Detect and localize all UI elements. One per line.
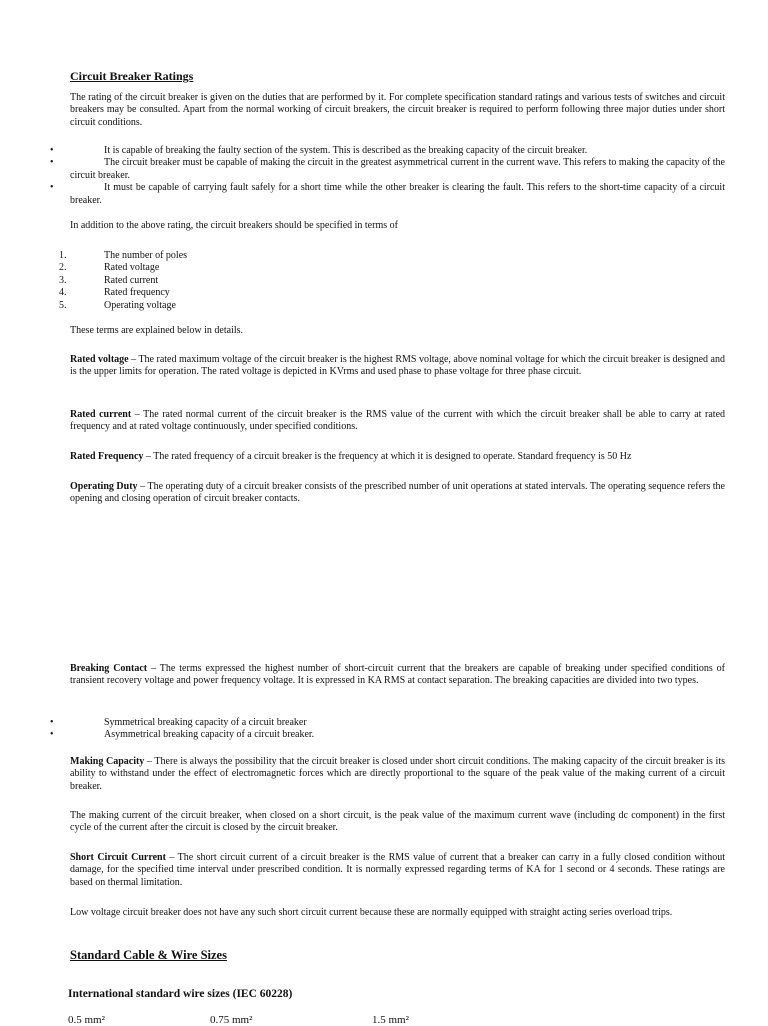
item-number: 2.	[59, 262, 67, 274]
wire-size: 1.5 mm²	[372, 1014, 409, 1026]
duties-list	[0, 145, 725, 207]
section-heading: Standard Cable & Wire Sizes	[70, 948, 227, 962]
bullet-icon: •	[50, 729, 54, 741]
making-current-paragraph: The making current of the circuit breaker, when closed on a short circuit, is the peak value of the maximum current wave (including dc component) in the first cycle of the current after the circuit is closed by the circuit breaker.	[70, 810, 725, 834]
item-number: 1.	[59, 250, 67, 261]
wire-size: 0.75 mm²	[210, 1014, 253, 1026]
section-subheading: International standard wire sizes (IEC 60228)	[68, 988, 293, 1000]
bullet-icon: •	[50, 717, 54, 728]
list-item	[0, 717, 725, 729]
rated-frequency-paragraph: Rated Frequency – The rated frequency of a circuit breaker is the frequency at which it is designed to operate. Standard frequency is 50 Hz	[70, 451, 632, 462]
bullet-icon: •	[50, 182, 54, 194]
term-label: Making Capacity	[70, 756, 145, 767]
item-text: Symmetrical breaking capacity of a circuit breaker	[104, 717, 307, 728]
term-definition: The rated frequency of a circuit breaker is the frequency at which it is designed to operate. Standard frequency is 50 Hz	[153, 451, 632, 462]
term-definition: The short circuit current of a circuit breaker is the RMS value of current that a breaker can carry in a fully closed condition without damage, for the specified time interval under prescribed condition. It is normally expressed regarding terms of KA for 1 second or 4 seconds. These ratings are based on thermal limitation.	[70, 852, 725, 888]
term-label: Short Circuit Current	[70, 852, 166, 863]
short-circuit-paragraph: Short Circuit Current – The short circuit current of a circuit breaker is the RMS value of current that a breaker can carry in a fully closed condition without damage, for the specified time interval under prescribed condition. It is normally expressed regarding terms of KA for 1 second or 4 seconds. These ratings are based on thermal limitation.	[70, 852, 725, 888]
list-item	[0, 145, 725, 157]
rated-voltage-paragraph: Rated voltage – The rated maximum voltage of the circuit breaker is the highest RMS voltage, above nominal voltage for which the circuit breaker is designed and is the upper limits for operation. The rated voltage is depicted in KVrms and used phase to phase voltage for three phase circuit.	[70, 354, 725, 378]
duty-text: It is capable of breaking the faulty section of the system. This is described as the breaking capacity of the circuit breaker.	[104, 145, 588, 156]
term-definition: The rated maximum voltage of the circuit breaker is the highest RMS voltage, above nominal voltage for which the circuit breaker is designed and is the upper limits for operation. The rated voltage is depicted in KVrms and used phase to phase voltage for three phase circuit.	[70, 354, 725, 378]
list-item	[0, 729, 725, 741]
term-label: Rated Frequency	[70, 451, 144, 462]
duty-text: It must be capable of carrying fault safely for a short time while the other breaker is clearing the fault. This refers to the short-time capacity of a circuit breaker.	[70, 182, 725, 206]
list-item	[0, 182, 725, 207]
term-label: Operating Duty	[70, 481, 138, 492]
term-label: Rated current	[70, 409, 132, 420]
item-text: Operating voltage	[104, 299, 176, 311]
term-definition: The rated normal current of the circuit breaker is the RMS value of the current with which the circuit breaker shall be able to carry at rated frequency and at rated voltage continuously, under specified conditions.	[70, 409, 726, 433]
list-item	[0, 157, 725, 182]
breaking-contact-paragraph: Breaking Contact – The terms expressed the highest number of short-circuit current that the breakers are capable of breaking under specified conditions of transient recovery voltage and power frequency voltage. It is expressed in KA RMS at contact separation. The breaking capacities are divided into two types.	[70, 663, 725, 687]
spec-intro: In addition to the above rating, the circuit breakers should be specified in terms of	[70, 220, 398, 231]
breaking-types-list	[0, 717, 725, 742]
rated-current-paragraph: Rated current – The rated normal current of the circuit breaker is the RMS value of the current with which the circuit breaker shall be able to carry at rated frequency and at rated voltage continuously, under specified conditions.	[70, 409, 726, 433]
item-text: The number of poles	[104, 250, 188, 261]
operating-duty-paragraph: Operating Duty – The operating duty of a circuit breaker consists of the prescribed number of unit operations at stated intervals. The operating sequence refers the opening and closing operation of circuit breaker contacts.	[70, 481, 725, 505]
wire-size: 0.5 mm²	[68, 1014, 105, 1026]
item-number: 4.	[59, 287, 67, 299]
item-text: Rated current	[104, 274, 159, 286]
item-text: Rated voltage	[104, 262, 160, 274]
bullet-icon: •	[50, 157, 54, 169]
low-voltage-paragraph: Low voltage circuit breaker does not have any such short circuit current because these are normally equipped with straight acting series overload trips.	[70, 907, 673, 918]
making-capacity-paragraph: Making Capacity – There is always the possibility that the circuit breaker is closed under short circuit conditions. The making capacity of the circuit breaker is its ability to withstand under the effect of electromagnetic forces which are directly proportional to the square of the peak value of the making current of a circuit breaker.	[70, 756, 726, 792]
term-definition: The operating duty of a circuit breaker consists of the prescribed number of unit operations at stated intervals. The operating sequence refers the opening and closing operation of circuit breaker contacts.	[70, 481, 725, 505]
term-definition: There is always the possibility that the circuit breaker is closed under short circuit conditions. The making capacity of the circuit breaker is its ability to withstand under the effect of electromagnetic forces which are directly proportional to the square of the peak value of the making current of a circuit breaker.	[70, 756, 726, 792]
term-definition: The terms expressed the highest number of short-circuit current that the breakers are capable of breaking under specified conditions of transient recovery voltage and power frequency voltage. It is expressed in KA RMS at contact separation. The breaking capacities are divided into two types.	[70, 663, 725, 687]
item-text: Asymmetrical breaking capacity of a circuit breaker.	[104, 729, 315, 741]
page-title: Circuit Breaker Ratings	[70, 69, 194, 83]
item-text: Rated frequency	[104, 287, 170, 299]
term-label: Breaking Contact	[70, 663, 148, 674]
duty-text: The circuit breaker must be capable of making the circuit in the greatest asymmetrical current in the current wave. This refers to making the capacity of the circuit breaker.	[70, 157, 725, 181]
item-number: 3.	[59, 274, 67, 286]
item-number: 5.	[59, 299, 67, 311]
intro-paragraph: The rating of the circuit breaker is given on the duties that are performed by it. For complete specification standard ratings and various tests of switches and circuit breakers may be consulted. Apart from the normal working of circuit breakers, the circuit breaker is required to perform following three major duties under short circuit conditions.	[70, 92, 725, 128]
bullet-icon: •	[50, 145, 54, 156]
term-label: Rated voltage	[70, 354, 129, 365]
explained-text: These terms are explained below in details.	[70, 325, 243, 336]
